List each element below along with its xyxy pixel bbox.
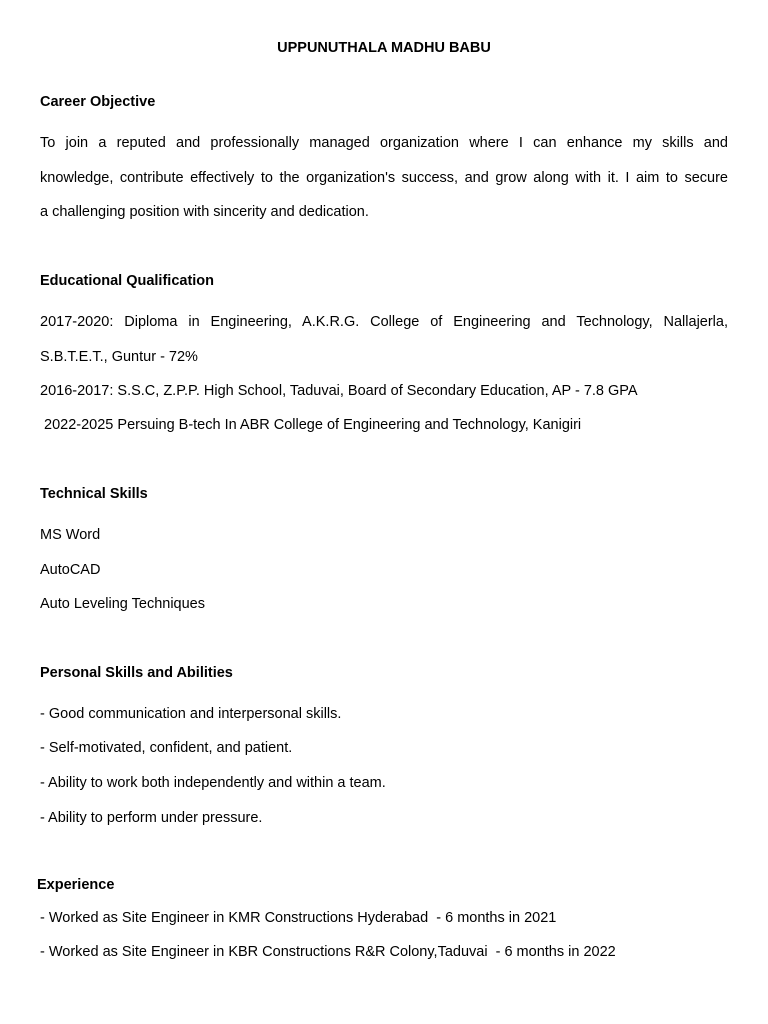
experience-item: - Worked as Site Engineer in KBR Constructions R&R Colony,Taduvai - 6 months in 2022 (40, 944, 616, 960)
candidate-name: UPPUNUTHALA MADHU BABU (277, 40, 491, 56)
experience-heading: Experience (37, 877, 115, 893)
technical-skill-item: MS Word (40, 527, 101, 543)
personal-skill-item: - Ability to perform under pressure. (40, 810, 263, 826)
education-line: S.B.T.E.T., Guntur - 72% (40, 349, 198, 365)
technical-skill-item: Auto Leveling Techniques (40, 596, 205, 612)
personal-skill-item: - Good communication and interpersonal skills. (40, 706, 342, 722)
career-objective-line: To join a reputed and professionally managed organization where I can enhance my skills and (40, 135, 728, 151)
career-objective-line: knowledge, contribute effectively to the organization's success, and grow along with it. I aim to secure (40, 170, 728, 186)
personal-skills-heading: Personal Skills and Abilities (40, 665, 233, 681)
education-line: 2017-2020: Diploma in Engineering, A.K.R.G. College of Engineering and Technology, Nallajerla, (40, 314, 728, 330)
education-line: 2022-2025 Persuing B-tech In ABR College of Engineering and Technology, Kanigiri (40, 417, 582, 433)
education-heading: Educational Qualification (40, 273, 215, 289)
personal-skill-item: - Ability to work both independently and within a team. (40, 775, 386, 791)
career-objective-line: a challenging position with sincerity and dedication. (40, 204, 369, 220)
experience-item: - Worked as Site Engineer in KMR Constructions Hyderabad - 6 months in 2021 (40, 910, 557, 926)
technical-skill-item: AutoCAD (40, 562, 101, 578)
career-objective-heading: Career Objective (40, 94, 156, 110)
education-line: 2016-2017: S.S.C, Z.P.P. High School, Taduvai, Board of Secondary Education, AP - 7.8 GPA (40, 383, 638, 399)
personal-skill-item: - Self-motivated, confident, and patient. (40, 740, 293, 756)
technical-skills-heading: Technical Skills (40, 486, 148, 502)
